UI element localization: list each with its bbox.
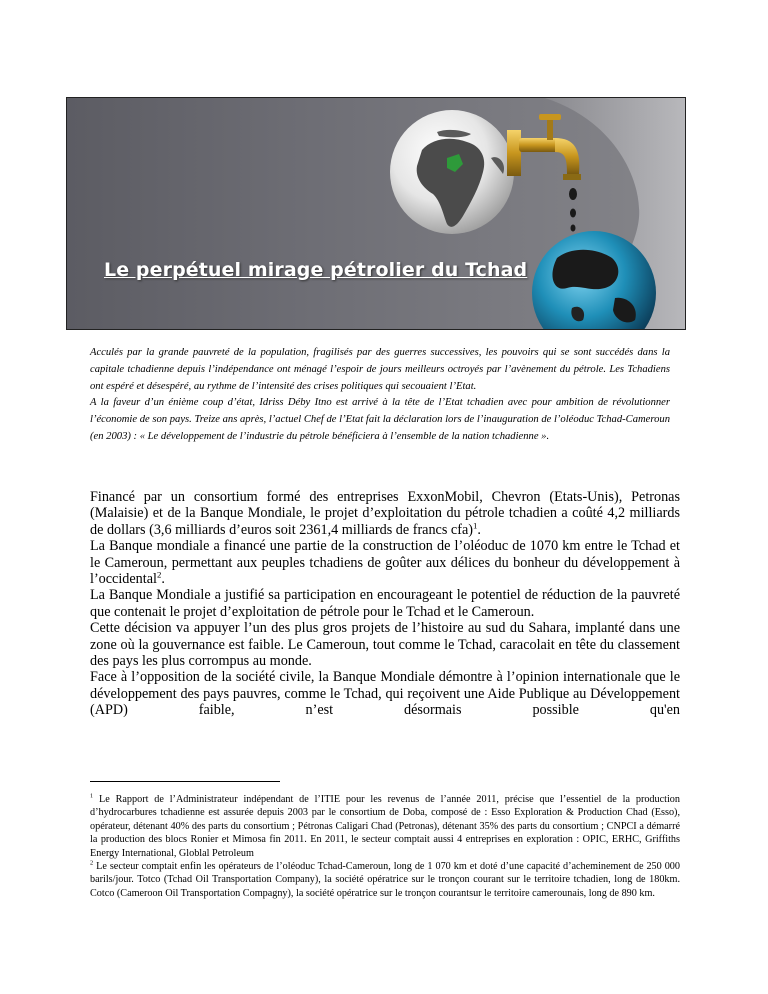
page-title: Le perpétuel mirage pétrolier du Tchad xyxy=(104,259,528,281)
footnotes xyxy=(90,793,680,900)
article-body xyxy=(90,489,680,719)
footnote-mark: 1 xyxy=(90,792,94,800)
globe-africa-icon xyxy=(390,110,514,234)
body-paragraph: Face à l’opposition de la société civile, la Banque Mondiale démontre à l’opinion internationale que le développement des pays pauvres, comme le Tchad, qui reçoivent une Aide Publique au Développement (APD) faible, n’est désormais possible qu'en xyxy=(90,669,680,719)
tap-icon xyxy=(507,114,581,180)
footnote-ref[interactable]: 1 xyxy=(472,520,478,531)
footnote-separator xyxy=(90,781,280,782)
cover-banner xyxy=(66,97,686,330)
oil-drop-icon xyxy=(571,225,576,232)
body-paragraph: Financé par un consortium formé des entreprises ExxonMobil, Chevron (Etats-Unis), Petronas (Malaisie) et de la Banque Mondiale, le projet d’exploitation du pétrole tchadien a coûté 4,2 milliards de dollars (3,6 milliards d’euros soit 2361,4 milliards de francs cfa)$^1$. xyxy=(90,489,680,538)
oil-drop-icon xyxy=(570,209,576,218)
abstract-paragraph: A la faveur d’un énième coup d’état, Idriss Déby Itno est arrivé à la tête de l’Etat tchadien avec pour ambition de révolutionner l’économie de son pays. Treize ans après, l’actuel Chef de l’Etat fait la déclaration lors de l’inauguration de l’oléoduc Tchad-Cameroun (en 2003) : « Le développement de l’industrie du pétrole bénéficiera à l’ensemble de la nation tchadienne ». xyxy=(90,397,670,442)
footnote: $^2$ Le secteur comptait enfin les opérateurs de l’oléoduc Tchad-Cameroun, long de 1 070 km et doté d’une capacité d’acheminement de 250 000 barils/jour. Totco (Tchad Oil Transportation Company), la société opératrice sur le tronçon courant sur le territoire tchadien, long de 180km. Cotco (Cameroon Oil Transportation Compagny), la société opératrice sur le tronçon courantsur le territoire camerounais, long de 890 km. xyxy=(90,859,680,899)
banner-illustration xyxy=(67,98,685,329)
footnote-mark: 2 xyxy=(90,859,94,867)
oil-drop-icon xyxy=(569,188,577,200)
abstract xyxy=(90,345,670,446)
body-paragraph: La Banque Mondiale a justifié sa participation en encourageant le potentiel de réduction de la pauvreté que contenait le projet d’exploitation de pétrole pour le Tchad et le Cameroun. xyxy=(90,587,680,620)
abstract-paragraph: Acculés par la grande pauvreté de la population, fragilisés par des guerres successives, les pouvoirs qui se sont succédés dans la capitale tchadienne depuis l’indépendance ont ménagé l’espoir de jours meilleurs octroyés par l’avènement du pétrole. Les Tchadiens ont espéré et désespéré, au rythme de l’intensité des crises politiques qui secouaient l’Etat. xyxy=(90,347,670,392)
body-paragraph: La Banque mondiale a financé une partie de la construction de l’oléoduc de 1070 km entre le Tchad et le Cameroun, permettant aux peuples tchadiens de goûter aux délices du bonheur du développement à l’occidental$^2$. xyxy=(90,538,680,588)
footnote: $^1$ Le Rapport de l’Administrateur indépendant de l’ITIE pour les revenus de l’année 2011, précise que l’essentiel de la production d’hydrocarbures tchadienne est assurée depuis 2003 par le consortium de Doba, composé de : Esso Exploration & Production Chad (Esso), opérateur, détenant 40% des parts du consortium ; Pétronas Caligari Chad (Petronas), détenant 35% des parts du consortium ; CNPCI a démarré la production des blocs Ronier et Mimosa fin 2011. En 2011, le secteur comptait aussi 4 entreprises en exploration : OPIC, ERHC, Griffiths Energy International, Globlal Petroleum xyxy=(90,792,680,859)
footnote-ref[interactable]: 2 xyxy=(156,569,162,580)
body-paragraph: Cette décision va appuyer l’un des plus gros projets de l’histoire au sud du Sahara, implanté dans une zone où la gouvernance est faible. Le Cameroun, tout comme le Tchad, caracolait en tête du classement des pays les plus corrompus au monde. xyxy=(90,620,680,670)
